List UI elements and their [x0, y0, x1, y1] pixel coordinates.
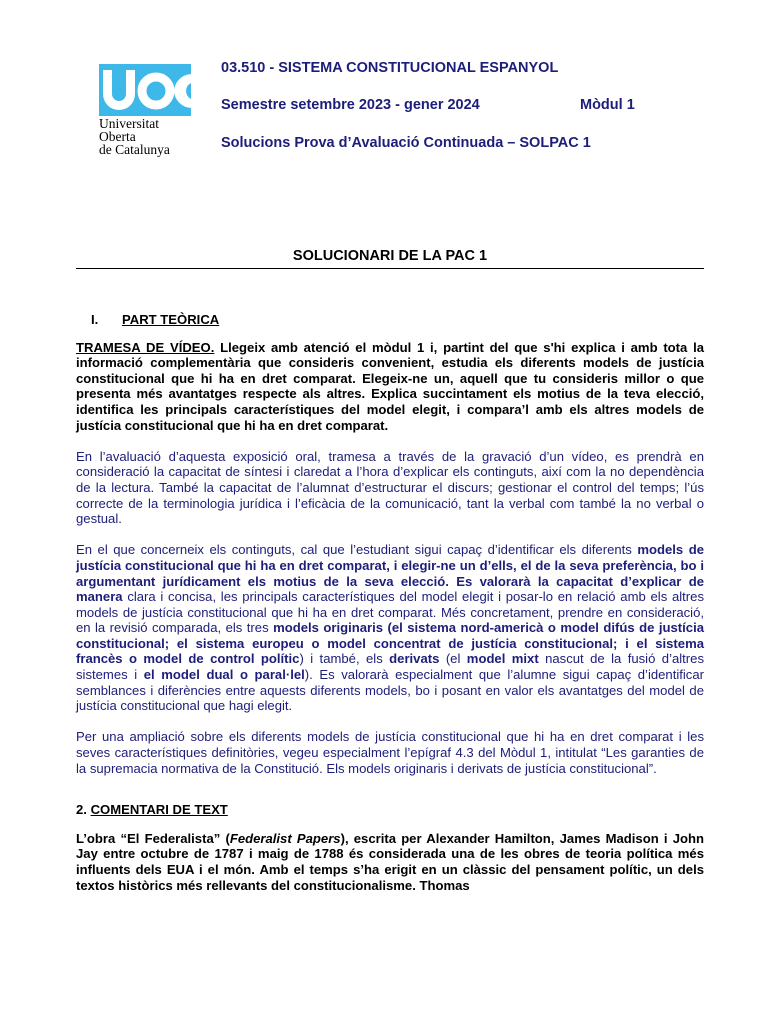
answer-paragraph-1: En l’avaluació d’aquesta exposició oral, tramesa a través de la gravació d’un vídeo, es prendrà en consideració la capacitat de síntesi i claredat a l’hora d’explicar els continguts, així com la no dependència de la lectura. També la capacitat de l’alumnat d’estructurar el discurs; gestionar el control del temps; l’ús correcte de la terminologia jurídica i l’eficàcia de la comunicació, tant la verbal com també la no verbal o gestual.	[76, 448, 704, 527]
section-heading-text-commentary: 2. COMENTARI DE TEXT	[76, 802, 228, 818]
uoc-logo-text: Universitat Oberta de Catalunya	[99, 116, 170, 157]
uoc-logo	[99, 64, 191, 157]
document-body	[76, 312, 704, 909]
question-video: TRAMESA DE VÍDEO. Llegeix amb atenció el mòdul 1 i, partint del que s'hi explica i amb tota la informació complementària que consideris convenient, estudia els diferents models de justícia constitucional que hi ha en dret comparat. Elegeix-ne un, aquell que tu consideris millor o que presenta més avantatges respecte als altres. Explica succintament els motius de la teva elecció, identifica les principals característiques del model elegit, i compara’l amb els altres models de justícia constitucional que hi ha en dret comparat.	[76, 339, 705, 433]
uoc-logo-mark	[99, 64, 191, 116]
page-title: SOLUCIONARI DE LA PAC 1	[292, 248, 488, 264]
module-label: Mòdul 1	[580, 97, 635, 113]
commentary-paragraph: L’obra “El Federalista” (Federalist Papers), escrita per Alexander Hamilton, James Madison i John Jay entre octubre de 1787 i maig de 1788 és considerada una de les obres de teoria política més influents dels EUA i el món. Amb el temps s’ha erigit en un clàssic del pensament polític, un dels textos històrics més rellevants del constitucionalisme. Thomas	[76, 830, 705, 893]
answer-paragraph-2: En el que concerneix els continguts, cal que l’estudiant sigui capaç d’identificar els diferents models de justícia constitucional que hi ha en dret comparat, i elegir-ne un d’ells, el de la seva preferència, bo i argumentant jurídicament els motius de la seva elecció. Es valorarà la capacitat d’explicar de manera clara i concisa, les principals característiques del model elegit i posar-lo en relació amb els altres models de justícia constitucional que hi ha en dret comparat. Més concretament, prendre en consideració, en la revisió comparada, els tres models originaris (el sistema nord-americà o model difús de justícia constitucional; el sistema europeu o model concentrat de justícia constitucional; i el sistema francès o model de control polític) i també, els derivats (el model mixt nascut de la fusió d’altres sistemes i el model dual o paral·lel). Es valorarà especialment que l’alumne sigui capaç d’identificar semblances i diferències entre aquests diferents models, bo i posant en valor els avantatges del model de justícia constitucional que hagi elegit.	[76, 542, 705, 714]
solutions-label: Solucions Prova d’Avaluació Continuada – SOLPAC 1	[221, 135, 591, 151]
title-divider	[76, 268, 704, 269]
course-title: 03.510 - SISTEMA CONSTITUCIONAL ESPANYOL	[221, 60, 559, 76]
section-heading-theory: I. PART TEÒRICA	[91, 312, 220, 327]
answer-paragraph-3: Per una ampliació sobre els diferents models de justícia constitucional que hi ha en dret comparat i les seves característiques definitòries, vegeu especialment l’epígraf 4.3 del Mòdul 1, intitulat “Les garanties de la supremacia normativa de la Constitució. Els models originaris i derivats de justícia constitucional”.	[76, 729, 704, 776]
semester-label: Semestre setembre 2023 - gener 2024	[221, 97, 480, 113]
